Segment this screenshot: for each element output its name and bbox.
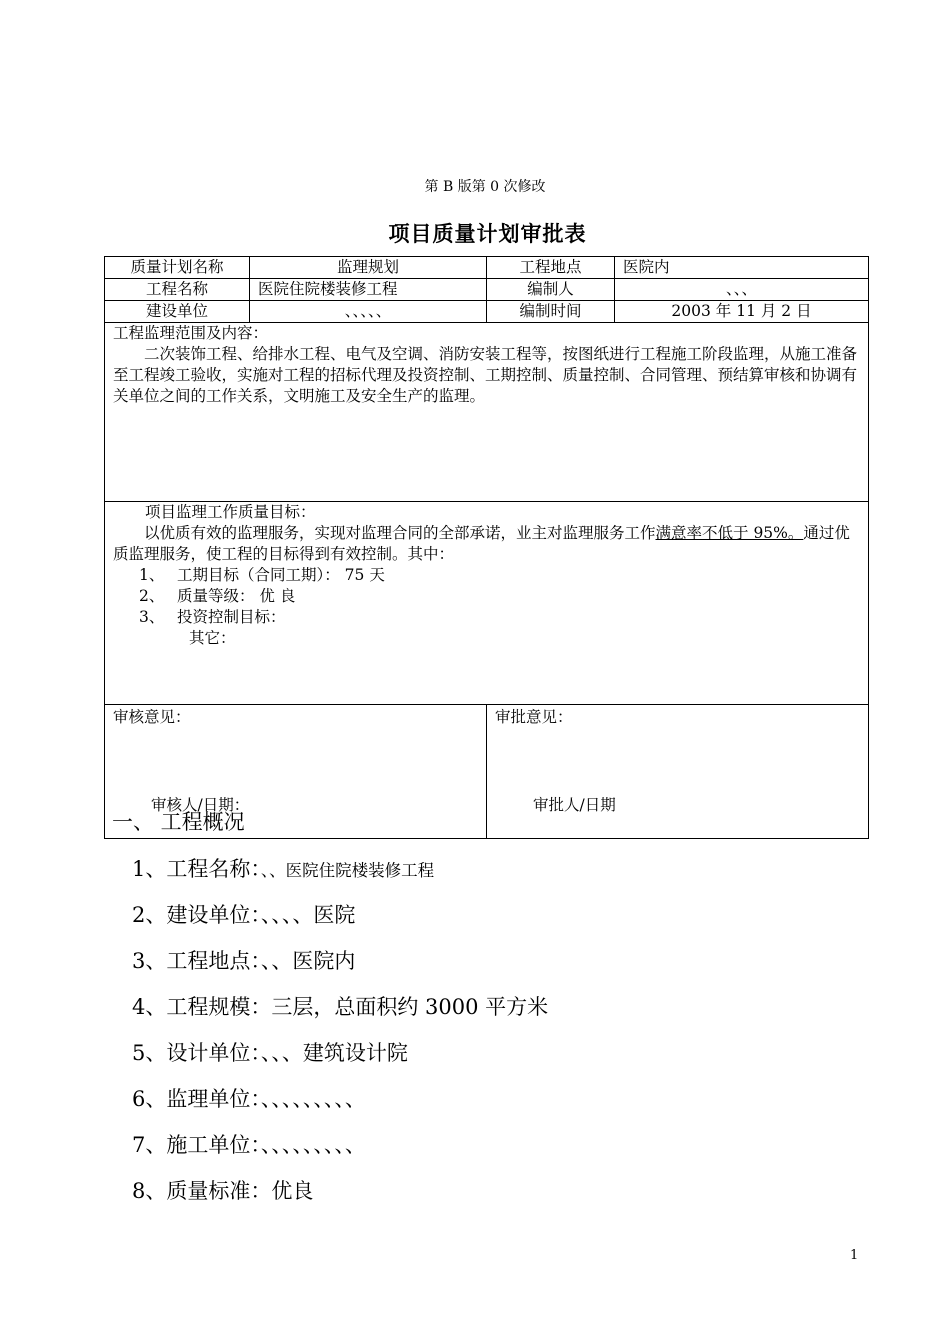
goal-item — [113, 586, 860, 607]
overview-item-value: 三层，总面积约 3000 平方米 — [271, 995, 549, 1019]
reviewer-signature: 审核人/日期： — [151, 796, 250, 814]
goal-text: 投资控制目标： — [177, 608, 286, 626]
goal-text: 质量等级： 优 良 — [177, 587, 296, 605]
location-value: 医院内 — [615, 257, 869, 279]
overview-item-label: 3、工程地点： — [132, 949, 261, 973]
overview-item-label: 8、质量标准： — [132, 1179, 272, 1203]
overview-item-label: 1、工程名称： — [132, 857, 261, 881]
goal-item — [113, 565, 860, 586]
quality-goal-cell — [105, 502, 869, 705]
plan-name-label: 质量计划名称 — [105, 257, 250, 279]
overview-item — [132, 991, 548, 1021]
page-number: 1 — [850, 1248, 859, 1263]
overview-item-value: 、、、建筑设计院 — [260, 1041, 408, 1065]
overview-item — [132, 945, 355, 975]
author-label: 编制人 — [487, 279, 615, 301]
project-name-label: 工程名称 — [105, 279, 250, 301]
document-title: 项目质量计划审批表 — [388, 221, 587, 246]
builder-value: 、、、、、 — [250, 301, 487, 323]
overview-item-value: 、、医院住院楼装修工程 — [260, 861, 435, 880]
overview-heading: 一、 工程概况 — [112, 810, 245, 834]
goal-text-b: 通过优质监理服务，使工程的目标得到有效控制。其中： — [113, 524, 850, 563]
goal-num: 3、 — [139, 608, 165, 626]
overview-item-label: 5、设计单位： — [132, 1041, 261, 1065]
approve-cell — [487, 705, 869, 839]
goal-text-underlined: 满意率不低于 95%。 — [655, 524, 804, 542]
table-row — [105, 502, 869, 705]
goal-title: 项目监理工作质量目标： — [145, 503, 316, 521]
approval-table — [104, 256, 869, 839]
overview-item-value: 、、、、医院 — [260, 903, 356, 927]
table-row — [105, 257, 869, 279]
location-label: 工程地点 — [487, 257, 615, 279]
goal-text: 工期目标（合同工期）： 75 天 — [177, 566, 385, 584]
overview-item-value: 、、、、、、、、、 — [260, 1133, 366, 1157]
date-value: 2003 年 11 月 2 日 — [615, 301, 869, 323]
review-label: 审核意见： — [113, 708, 191, 726]
table-row — [105, 323, 869, 502]
overview-item — [132, 1129, 366, 1159]
goal-num: 1、 — [139, 566, 165, 584]
overview-item-label: 6、监理单位： — [132, 1087, 261, 1111]
overview-item — [132, 1037, 408, 1067]
overview-item-label: 4、工程规模： — [132, 995, 272, 1019]
scope-cell — [105, 323, 869, 502]
goal-item — [113, 607, 860, 628]
overview-item-value: 、、、、、、、、、 — [260, 1087, 366, 1111]
project-name-value: 医院住院楼装修工程 — [250, 279, 487, 301]
table-row — [105, 301, 869, 323]
overview-item — [132, 1175, 313, 1205]
table-row — [105, 279, 869, 301]
overview-item-value: 、、医院内 — [260, 949, 356, 973]
goal-text-a: 以优质有效的监理服务，实现对监理合同的全部承诺，业主对监理服务工作 — [144, 524, 656, 542]
scope-title: 工程监理范围及内容： — [113, 324, 269, 342]
approver-signature: 审批人/日期 — [533, 796, 616, 814]
date-label: 编制时间 — [487, 301, 615, 323]
overview-item-label: 7、施工单位： — [132, 1133, 261, 1157]
goal-num: 2、 — [139, 587, 165, 605]
overview-item — [132, 1083, 366, 1113]
revision-note: 第 B 版第 0 次修改 — [424, 179, 546, 195]
approve-label: 审批意见： — [495, 708, 573, 726]
author-value: 、、、 — [615, 279, 869, 301]
plan-name-value: 监理规划 — [250, 257, 487, 279]
scope-text: 二次装饰工程、给排水工程、电气及空调、消防安装工程等，按图纸进行工程施工阶段监理，从施工准备至工程竣工验收，实施对工程的招标代理及投资控制、工期控制、质量控制、合同管理、预结算审核和协调有关单位之间的工作关系，文明施工及安全生产的监理。 — [113, 345, 858, 405]
overview-item — [132, 853, 434, 883]
goal-text — [113, 523, 860, 565]
goal-other: 其它： — [189, 629, 236, 647]
overview-item — [132, 899, 355, 929]
overview-item-label: 2、建设单位： — [132, 903, 261, 927]
overview-item-value: 优良 — [271, 1179, 314, 1203]
builder-label: 建设单位 — [105, 301, 250, 323]
